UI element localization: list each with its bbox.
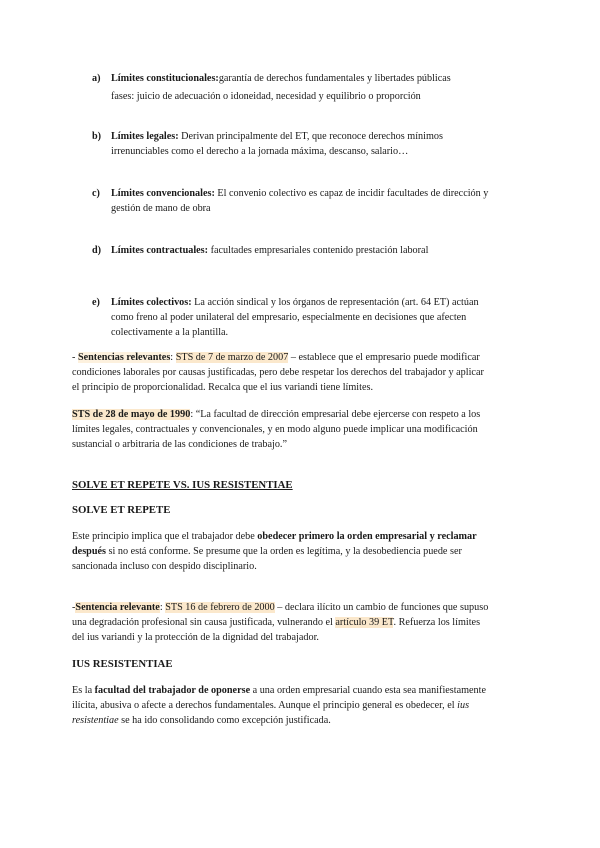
limit-line [111, 72, 451, 85]
limit-text: facultades empresariales contenido prestación laboral [208, 245, 429, 256]
italic-text: ius [457, 700, 470, 711]
paragraph-line [72, 530, 477, 543]
paragraph-line: condiciones laborales por causas justificadas, pero debe respetar los derechos del trabajador y aplicar [72, 367, 484, 378]
limit-line [111, 244, 428, 257]
limit-title: Límites constitucionales: [111, 73, 219, 84]
limit-text: irrenunciables como el derecho a la jornada máxima, descanso, salario… [111, 146, 409, 157]
article-reference: artículo 39 ET [335, 617, 394, 628]
paragraph-line [72, 545, 462, 558]
paragraph-line: sustancial o arbitraria de las condiciones de trabajo.” [72, 439, 287, 450]
case-reference: STS de 28 de mayo de 1990 [72, 409, 191, 420]
italic-text: resistentiae [72, 715, 119, 726]
subsection-heading: SOLVE ET REPETE [72, 504, 171, 516]
emphasis-text: obedecer primero la orden empresarial y reclamar [257, 531, 477, 542]
limit-title: Límites colectivos: [111, 297, 192, 308]
paragraph-text: a una orden empresarial cuando esta sea manifiestamente [250, 685, 486, 696]
limit-text: Derivan principalmente del ET, que reconoce derechos mínimos [178, 131, 443, 142]
sentencia-label: Sentencia relevante [75, 602, 160, 613]
paragraph-text: : “La facultad de dirección empresarial debe ejercerse con respeto a los [190, 409, 481, 420]
paragraph-line: sancionada incluso con despido disciplinario. [72, 561, 257, 572]
limit-line [111, 130, 443, 143]
paragraph-text: – declara ilícito un cambio de funciones que supuso [274, 602, 489, 613]
paragraph-line [72, 408, 480, 421]
limit-label: a) [92, 73, 101, 84]
limit-text: La acción sindical y los órganos de representación (art. 64 ET) actúan [191, 297, 479, 308]
case-reference: STS 16 de febrero de 2000 [165, 602, 275, 613]
paragraph-text: una degradación profesional sin causa justificada, vulnerando el [72, 617, 336, 628]
emphasis-text: facultad del trabajador de oponerse [94, 685, 251, 696]
section-title: SOLVE ET REPETE VS. IUS RESISTENTIAE [72, 479, 293, 491]
paragraph-line: el principio de proporcionalidad. Recalca que el ius variandi tiene límites. [72, 382, 373, 393]
paragraph-line: límites legales, contractuales y convencionales, y en modo alguno puede implicar una modificación [72, 424, 478, 435]
sentencias-label: Sentencias relevantes [77, 352, 171, 363]
colon: : [170, 352, 176, 363]
limit-title: Límites contractuales: [111, 245, 209, 256]
paragraph-line [72, 351, 480, 364]
paragraph-text: si no está conforme. Se presume que la orden es legítima, y la desobediencia puede ser [105, 546, 462, 557]
limit-line [111, 296, 479, 309]
paragraph-text: . Refuerza los límites [393, 617, 481, 628]
limit-label: b) [92, 131, 102, 142]
paragraph-line [72, 699, 469, 712]
limit-label: d) [92, 245, 102, 256]
paragraph-line [72, 714, 331, 727]
paragraph-text: – establece que el empresario puede modificar [288, 352, 480, 363]
paragraph-text: Este principio implica que el trabajador debe [72, 531, 258, 542]
paragraph-line [72, 601, 488, 614]
paragraph-line: del ius variandi y la protección de la dignidad del trabajador. [72, 632, 319, 643]
limit-text: fases: juicio de adecuación o idoneidad, necesidad y equilibrio o proporción [111, 91, 421, 102]
dash: - [72, 352, 78, 363]
subsection-heading: IUS RESISTENTIAE [72, 658, 173, 670]
limit-text: El convenio colectivo es capaz de incidir facultades de dirección y [214, 188, 489, 199]
paragraph-line [72, 616, 480, 629]
limit-title: Límites convencionales: [111, 188, 215, 199]
limit-text: como freno al poder unilateral del empresario, especialmente en decisiones que afecten [111, 312, 467, 323]
case-reference: STS de 7 de marzo de 2007 [175, 352, 289, 363]
limit-text: colectivamente a la plantilla. [111, 327, 229, 338]
paragraph-text: ilícita, abusiva o afecte a derechos fundamentales. Aunque el principio general es obedecer, el [72, 700, 458, 711]
limit-label: c) [92, 188, 100, 199]
limit-text: gestión de mano de obra [111, 203, 211, 214]
paragraph-text: se ha ido consolidando como excepción justificada. [118, 715, 331, 726]
colon: : [159, 602, 166, 613]
limit-title: Límites legales: [111, 131, 179, 142]
limit-label: e) [92, 297, 100, 308]
paragraph-line [72, 684, 486, 697]
dash: - [72, 602, 76, 613]
limit-line [111, 187, 488, 200]
emphasis-text: después [72, 546, 106, 557]
limit-text: garantía de derechos fundamentales y libertades públicas [218, 73, 451, 84]
paragraph-text: Es la [72, 685, 95, 696]
